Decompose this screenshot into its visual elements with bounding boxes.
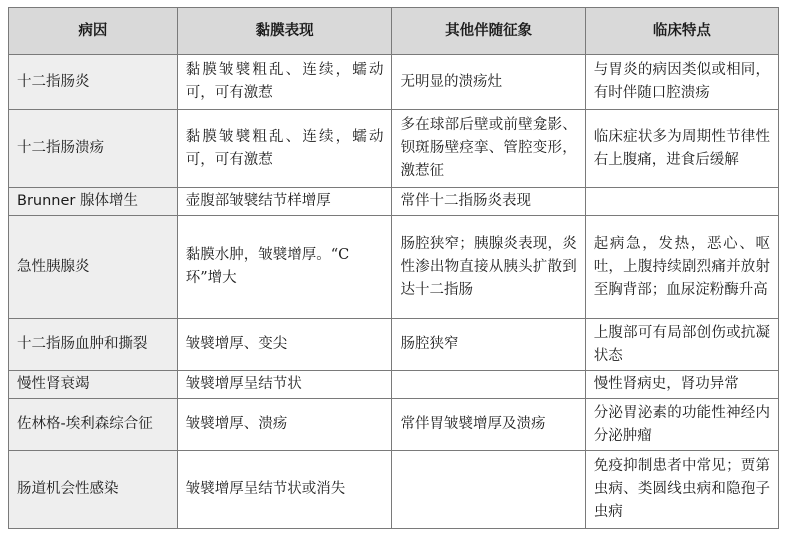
cell-clinical: 免疫抑制患者中常见；贾第虫病、类圆线虫病和隐孢子虫病 <box>585 451 778 529</box>
cell-mucosa: 皱襞增厚呈结节状或消失 <box>177 451 392 529</box>
table-row <box>9 371 779 399</box>
cell-clinical: 与胃炎的病因类似或相同，有时伴随口腔溃疡 <box>585 55 778 110</box>
header-row <box>9 8 779 55</box>
cell-cause: Brunner 腺体增生 <box>9 188 178 216</box>
cell-mucosa: 皱襞增厚呈结节状 <box>177 371 392 399</box>
header-clinical: 临床特点 <box>585 8 778 55</box>
cell-mucosa: 黏膜皱襞粗乱、连续，蠕动可，可有激惹 <box>177 110 392 188</box>
cell-clinical <box>585 188 778 216</box>
cell-cause: 急性胰腺炎 <box>9 216 178 319</box>
cell-other-signs: 肠腔狭窄 <box>392 319 585 371</box>
cell-cause: 慢性肾衰竭 <box>9 371 178 399</box>
cell-mucosa: 黏膜水肿，皱襞增厚。“C 环”增大 <box>177 216 392 319</box>
cell-cause: 佐林格-埃利森综合征 <box>9 399 178 451</box>
cell-mucosa: 皱襞增厚、变尖 <box>177 319 392 371</box>
table-row <box>9 451 779 529</box>
cell-cause: 十二指肠炎 <box>9 55 178 110</box>
table-row <box>9 399 779 451</box>
cell-other-signs <box>392 451 585 529</box>
cell-other-signs <box>392 371 585 399</box>
cell-clinical: 起病急，发热，恶心、呕吐，上腹持续剧烈痛并放射至胸背部；血尿淀粉酶升高 <box>585 216 778 319</box>
cell-cause: 十二指肠血肿和撕裂 <box>9 319 178 371</box>
table-row <box>9 216 779 319</box>
table-row <box>9 55 779 110</box>
table-row <box>9 319 779 371</box>
cell-mucosa: 壶腹部皱襞结节样增厚 <box>177 188 392 216</box>
cell-cause: 肠道机会性感染 <box>9 451 178 529</box>
cell-cause: 十二指肠溃疡 <box>9 110 178 188</box>
cell-other-signs: 无明显的溃疡灶 <box>392 55 585 110</box>
cell-mucosa: 皱襞增厚、溃疡 <box>177 399 392 451</box>
differential-diagnosis-table <box>8 7 779 529</box>
cell-other-signs: 常伴胃皱襞增厚及溃疡 <box>392 399 585 451</box>
header-other-signs: 其他伴随征象 <box>392 8 585 55</box>
cell-other-signs: 肠腔狭窄；胰腺炎表现，炎性渗出物直接从胰头扩散到达十二指肠 <box>392 216 585 319</box>
table-row <box>9 188 779 216</box>
cell-clinical: 慢性肾病史，肾功异常 <box>585 371 778 399</box>
cell-clinical: 上腹部可有局部创伤或抗凝状态 <box>585 319 778 371</box>
cell-mucosa: 黏膜皱襞粗乱、连续，蠕动可，可有激惹 <box>177 55 392 110</box>
cell-clinical: 临床症状多为周期性节律性右上腹痛，进食后缓解 <box>585 110 778 188</box>
cell-other-signs: 多在球部后壁或前壁龛影、钡斑肠壁痉挛、管腔变形，激惹征 <box>392 110 585 188</box>
header-cause: 病因 <box>9 8 178 55</box>
header-mucosa: 黏膜表现 <box>177 8 392 55</box>
cell-other-signs: 常伴十二指肠炎表现 <box>392 188 585 216</box>
table-row <box>9 110 779 188</box>
cell-clinical: 分泌胃泌素的功能性神经内分泌肿瘤 <box>585 399 778 451</box>
